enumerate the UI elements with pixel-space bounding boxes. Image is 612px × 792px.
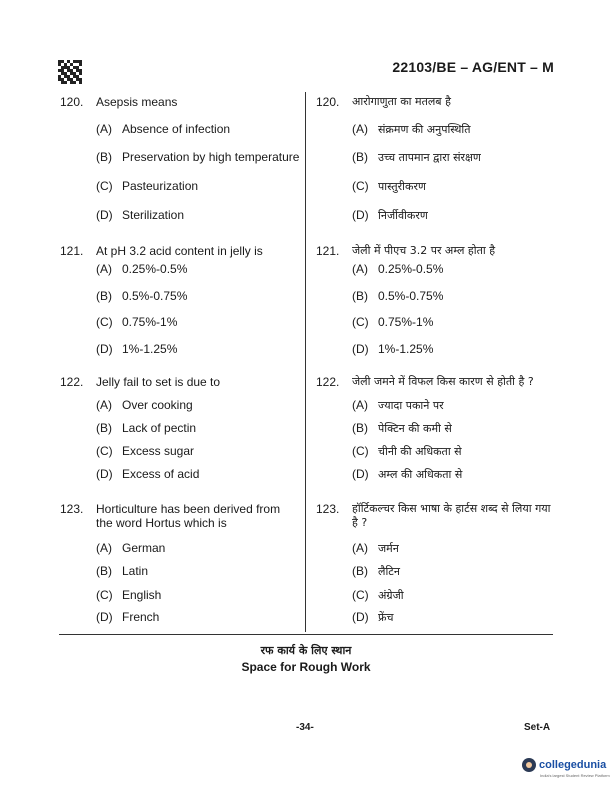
option-label: (B): [96, 421, 112, 435]
question-120-en: [60, 95, 300, 109]
rough-work-heading: Space for Rough Work: [241, 660, 371, 674]
option-text: Pasteurization: [122, 179, 199, 193]
option-d: [352, 208, 428, 223]
option-c: [96, 179, 198, 193]
set-label: Set-A: [524, 722, 551, 733]
option-c: [96, 444, 194, 458]
option-label: (D): [352, 208, 369, 222]
option-text: चीनी की अधिकता से: [378, 445, 462, 458]
question-number: 122.: [316, 375, 340, 389]
option-a: [96, 262, 187, 276]
question-123-hi: [316, 502, 556, 530]
question-number: 120.: [316, 95, 340, 109]
page-number: -34-: [296, 722, 314, 733]
option-label: (B): [352, 150, 368, 164]
option-text: Absence of infection: [122, 122, 231, 136]
option-a: [352, 122, 471, 137]
question-number: 121.: [60, 244, 84, 258]
question-stem: जेली में पीएच 3.2 पर अम्ल होता है: [352, 244, 496, 257]
option-text: Over cooking: [122, 398, 193, 412]
question-123-en: [60, 502, 300, 530]
option-text: 0.5%-0.75%: [122, 289, 188, 303]
option-label: (C): [352, 588, 369, 602]
option-d: [96, 467, 199, 481]
question-120-hi: [316, 95, 556, 109]
option-label: (D): [96, 467, 113, 481]
question-122-hi: [316, 375, 556, 389]
option-text: 1%-1.25%: [122, 342, 178, 356]
option-label: (A): [96, 541, 112, 555]
question-number: 120.: [60, 95, 84, 109]
option-d: [96, 208, 184, 222]
option-label: (A): [96, 398, 112, 412]
option-label: (B): [96, 564, 112, 578]
option-text: Preservation by high temperature: [122, 150, 300, 164]
option-d: [352, 342, 433, 356]
option-text: अम्ल की अधिकता से: [378, 468, 463, 481]
question-stem: हॉर्टिकल्चर किस भाषा के हार्टस शब्द से लिया गया है ?: [352, 502, 551, 529]
question-number: 122.: [60, 375, 84, 389]
option-text: 0.75%-1%: [122, 315, 178, 329]
option-c: [352, 179, 426, 194]
option-a: [352, 262, 443, 276]
option-label: (C): [96, 179, 113, 193]
question-stem: Asepsis means: [96, 95, 178, 109]
option-b: [352, 289, 443, 303]
option-b: [352, 564, 400, 579]
option-text: 0.75%-1%: [378, 315, 434, 329]
option-text: Latin: [122, 564, 149, 578]
option-text: जर्मन: [378, 542, 399, 555]
option-c: [96, 315, 177, 329]
question-number: 123.: [316, 502, 340, 516]
option-b: [96, 289, 187, 303]
option-d: [96, 610, 159, 624]
brand-watermark: [522, 758, 606, 772]
option-label: (D): [96, 342, 113, 356]
option-label: (B): [352, 289, 368, 303]
option-a: [352, 541, 399, 556]
option-d: [352, 610, 393, 625]
option-b: [96, 421, 196, 435]
option-label: (D): [96, 610, 113, 624]
option-text: संक्रमण की अनुपस्थिति: [378, 123, 471, 136]
option-text: उच्च तापमान द्वारा संरक्षण: [378, 151, 481, 164]
option-c: [352, 588, 404, 603]
option-label: (A): [352, 262, 368, 276]
question-122-en: [60, 375, 300, 389]
paper-code: 22103/BE – AG/ENT – M: [392, 59, 554, 75]
option-text: Excess of acid: [122, 467, 200, 481]
option-label: (C): [96, 315, 113, 329]
option-a: [352, 398, 444, 413]
option-label: (C): [96, 444, 113, 458]
question-number: 123.: [60, 502, 84, 516]
option-text: Excess sugar: [122, 444, 195, 458]
option-b: [352, 150, 481, 165]
option-label: (D): [96, 208, 113, 222]
brand-tagline: India's largest Student Review Platform: [540, 773, 610, 778]
option-a: [96, 398, 193, 412]
question-stem: At pH 3.2 acid content in jelly is: [96, 244, 263, 258]
option-text: Lack of pectin: [122, 421, 197, 435]
option-text: French: [122, 610, 160, 624]
option-text: 1%-1.25%: [378, 342, 434, 356]
option-label: (D): [352, 342, 369, 356]
option-d: [96, 342, 177, 356]
option-label: (C): [352, 315, 369, 329]
option-label: (C): [96, 588, 113, 602]
option-label: (C): [352, 444, 369, 458]
question-stem: जेली जमने में विफल किस कारण से होती है ?: [352, 375, 534, 388]
brand-logo-icon: [522, 758, 536, 772]
option-text: अंग्रेजी: [378, 589, 404, 602]
question-number: 121.: [316, 244, 340, 258]
section-rule: [59, 634, 553, 635]
rough-work-heading-hindi: रफ कार्य के लिए स्थान: [260, 644, 352, 657]
option-text: फ्रेंच: [378, 611, 394, 624]
option-text: Sterilization: [122, 208, 185, 222]
option-a: [96, 541, 165, 555]
option-label: (B): [352, 421, 368, 435]
option-c: [96, 588, 161, 602]
option-c: [352, 444, 462, 459]
option-b: [96, 150, 299, 164]
question-stem: आरोगाणुता का मतलब है: [352, 95, 451, 108]
option-label: (B): [96, 150, 112, 164]
column-divider: [305, 92, 306, 632]
question-121-hi: [316, 244, 556, 258]
question-121-en: [60, 244, 300, 258]
option-label: (A): [352, 541, 368, 555]
option-label: (B): [96, 289, 112, 303]
option-b: [352, 421, 452, 436]
option-text: 0.25%-0.5%: [378, 262, 444, 276]
option-text: 0.25%-0.5%: [122, 262, 188, 276]
option-text: लैटिन: [378, 565, 400, 578]
option-text: 0.5%-0.75%: [378, 289, 444, 303]
option-text: ज्यादा पकाने पर: [378, 399, 444, 412]
option-text: पेक्टिन की कमी से: [378, 422, 452, 435]
option-label: (D): [352, 610, 369, 624]
option-b: [96, 564, 148, 578]
brand-name: collegedunia: [539, 759, 607, 771]
option-label: (A): [96, 262, 112, 276]
option-label: (A): [352, 398, 368, 412]
option-c: [352, 315, 433, 329]
option-text: निर्जीवीकरण: [378, 209, 428, 222]
qr-code: [58, 60, 82, 84]
option-label: (A): [96, 122, 112, 136]
question-stem: Horticulture has been derived from the word Hortus which is: [96, 502, 281, 530]
option-text: पास्तुरीकरण: [378, 180, 426, 193]
question-stem: Jelly fail to set is due to: [96, 375, 221, 389]
option-a: [96, 122, 230, 136]
option-label: (A): [352, 122, 368, 136]
option-d: [352, 467, 462, 482]
option-label: (D): [352, 467, 369, 481]
option-label: (B): [352, 564, 368, 578]
option-text: English: [122, 588, 162, 602]
option-text: German: [122, 541, 166, 555]
option-label: (C): [352, 179, 369, 193]
